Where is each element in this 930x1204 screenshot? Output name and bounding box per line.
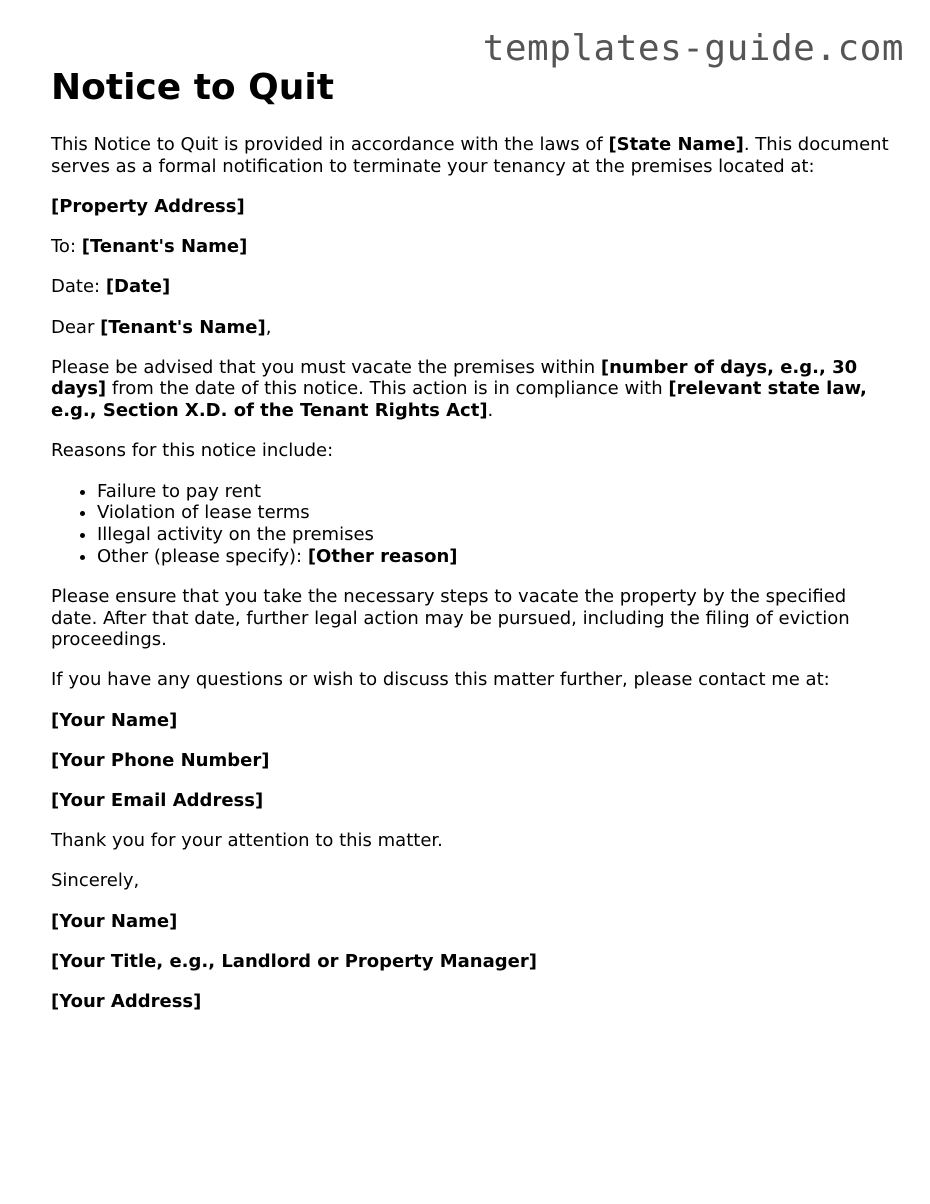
salutation-tenant-name-placeholder: [Tenant's Name] — [100, 316, 266, 338]
contact-paragraph: If you have any questions or wish to discuss this matter further, please contact me at: — [51, 669, 830, 691]
property-address-placeholder: [Property Address] — [51, 195, 245, 217]
signature-title-line — [51, 951, 891, 973]
contact-phone-line — [51, 750, 891, 772]
reason-item: • Failure to pay rent — [97, 481, 891, 503]
reasons-list — [51, 481, 891, 568]
intro-text-after: . This document serves as a formal notification to terminate your tenancy at the premises located at: — [51, 134, 889, 177]
document-title: Notice to Quit — [51, 67, 334, 108]
state-name-placeholder: [State Name] — [608, 134, 744, 155]
to-tenant-name-placeholder: [Tenant's Name] — [81, 236, 248, 258]
reason-other-text: Other (please specify): — [97, 545, 308, 567]
signature-title-placeholder: [Your Title, e.g., Landlord or Property Manager] — [51, 950, 537, 972]
contact-email-placeholder: [Your Email Address] — [51, 790, 264, 812]
closing-line: Sincerely, — [51, 870, 140, 892]
reason-item: • Violation of lease terms — [97, 502, 891, 524]
site-watermark: templates-guide.com — [482, 28, 904, 69]
to-label: To: — [51, 236, 82, 258]
salutation-line — [51, 317, 891, 339]
contact-phone-placeholder: [Your Phone Number] — [51, 749, 270, 771]
reasons-intro: Reasons for this notice include: — [51, 440, 334, 462]
reason-item — [97, 546, 891, 568]
contact-email-line — [51, 790, 891, 812]
vacate-text-2: from the date of this notice. This action is in compliance with — [106, 378, 669, 400]
other-reason-placeholder: [Other reason] — [307, 545, 458, 567]
contact-name-line — [51, 710, 891, 732]
signature-address-placeholder: [Your Address] — [51, 991, 202, 1013]
date-label: Date: — [51, 276, 106, 298]
signature-address-line — [51, 991, 891, 1013]
salutation-label: Dear — [51, 316, 101, 338]
to-line — [51, 236, 891, 258]
reason-item: • Illegal activity on the premises — [97, 524, 891, 546]
thanks-line: Thank you for your attention to this matter. — [51, 830, 443, 852]
vacate-paragraph — [51, 357, 891, 422]
salutation-suffix: , — [265, 316, 272, 338]
date-line — [51, 276, 891, 298]
vacate-text-1: Please be advised that you must vacate the premises within — [51, 356, 601, 378]
contact-name-placeholder: [Your Name] — [51, 709, 178, 731]
signature-name-line — [51, 911, 891, 933]
property-address-line — [51, 196, 891, 218]
intro-paragraph — [51, 134, 891, 177]
intro-text-before: This Notice to Quit is provided in accordance with the laws of — [51, 134, 609, 155]
ensure-paragraph: Please ensure that you take the necessary steps to vacate the property by the specified date. After that date, further legal action may be pursued, including the filing of eviction proceedings. — [51, 585, 850, 651]
signature-name-placeholder: [Your Name] — [51, 910, 178, 932]
document-body — [51, 134, 891, 1031]
law-placeholder: [relevant state law, e.g., Section X.D. of the Tenant Rights Act] — [51, 378, 867, 422]
date-placeholder: [Date] — [105, 276, 171, 298]
days-placeholder: [number of days, e.g., 30 days] — [51, 356, 858, 400]
vacate-text-3: . — [487, 400, 494, 422]
